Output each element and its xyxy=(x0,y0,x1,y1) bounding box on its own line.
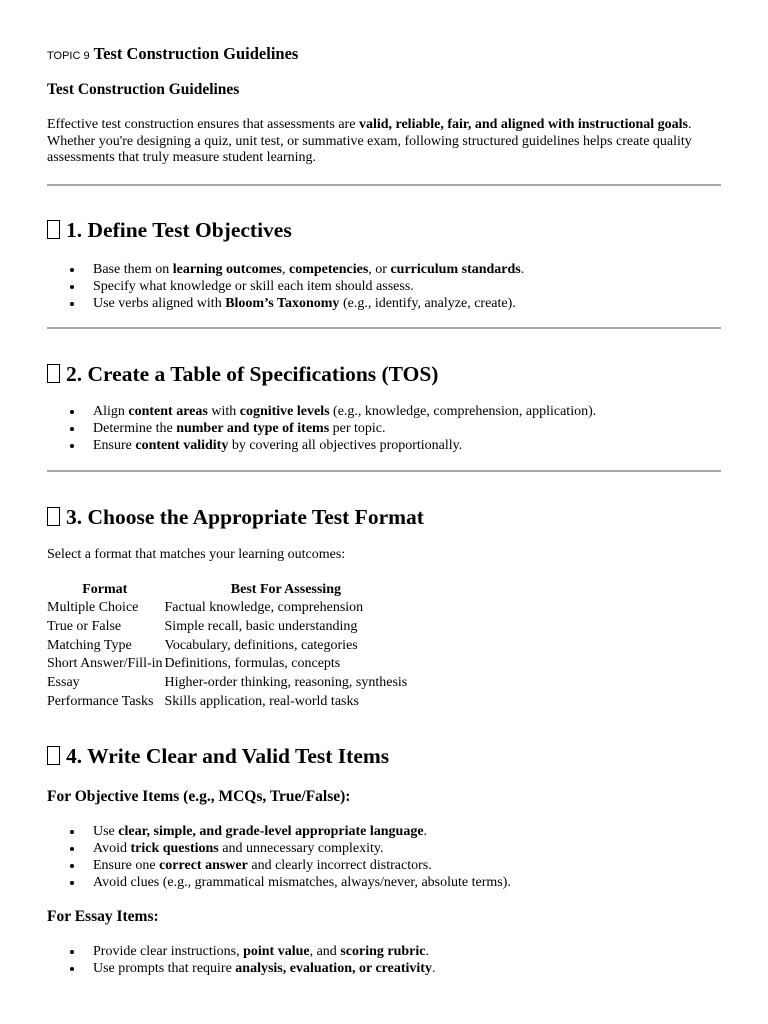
list-item: Ensure one correct answer and clearly incorrect distractors. xyxy=(47,857,511,874)
table-cell: Definitions, formulas, concepts xyxy=(164,656,341,672)
topic-tag: TOPIC 9 xyxy=(47,50,90,62)
format-table xyxy=(46,580,408,711)
missing-glyph-icon xyxy=(47,746,60,765)
missing-glyph-icon xyxy=(47,507,60,526)
table-cell: Multiple Choice xyxy=(47,600,139,616)
section-title-text: 1. Define Test Objectives xyxy=(66,218,292,242)
table-cell: True or False xyxy=(47,619,122,635)
table-cell: Short Answer/Fill-in xyxy=(47,656,163,672)
table-row xyxy=(46,599,408,618)
table-cell: Higher-order thinking, reasoning, synthesis xyxy=(164,675,408,691)
section-title-text: 3. Choose the Appropriate Test Format xyxy=(66,505,424,529)
section-title-tos xyxy=(47,362,438,387)
list-item: Determine the number and type of items per topic. xyxy=(47,420,596,437)
objectives-list xyxy=(47,261,524,312)
section-title-text: 2. Create a Table of Specifications (TOS) xyxy=(66,362,439,386)
divider xyxy=(47,327,721,329)
objective-items-list xyxy=(47,823,511,891)
essay-items-list xyxy=(47,943,435,977)
list-item: Base them on learning outcomes, competencies, or curriculum standards. xyxy=(47,261,524,278)
table-cell: Matching Type xyxy=(47,637,132,653)
missing-glyph-icon xyxy=(47,364,60,383)
column-header: Best For Assessing xyxy=(230,581,341,597)
page-header xyxy=(47,44,298,64)
list-item: Provide clear instructions, point value, and scoring rubric. xyxy=(47,943,435,960)
list-item: Ensure content validity by covering all objectives proportionally. xyxy=(47,437,596,454)
missing-glyph-icon xyxy=(47,220,60,239)
intro-text: Effective test construction ensures that assessments are xyxy=(47,117,359,132)
list-item: Avoid trick questions and unnecessary complexity. xyxy=(47,840,511,857)
table-row xyxy=(46,618,408,637)
list-item: Avoid clues (e.g., grammatical mismatches, always/never, absolute terms). xyxy=(47,874,511,891)
list-item: Use verbs aligned with Bloom’s Taxonomy (e.g., identify, analyze, create). xyxy=(47,295,524,312)
section-title-text: 4. Write Clear and Valid Test Items xyxy=(66,744,390,768)
table-cell: Vocabulary, definitions, categories xyxy=(164,637,358,653)
list-item: Specify what knowledge or skill each item should assess. xyxy=(47,278,524,295)
essay-items-heading: For Essay Items: xyxy=(47,908,159,925)
intro-text-cont: . Whether you're designing a quiz, unit test, or summative exam, following structured guidelines helps create quality assessments that truly measure student learning. xyxy=(47,117,692,165)
section-title-objectives xyxy=(47,218,292,243)
list-item: Use clear, simple, and grade-level appropriate language. xyxy=(47,823,511,840)
divider xyxy=(47,470,721,472)
divider xyxy=(47,184,721,186)
table-cell: Skills application, real-world tasks xyxy=(164,693,359,709)
format-lead: Select a format that matches your learning outcomes: xyxy=(47,547,346,562)
tos-list xyxy=(47,403,596,454)
list-item: Use prompts that require analysis, evaluation, or creativity. xyxy=(47,960,435,977)
objective-items-heading: For Objective Items (e.g., MCQs, True/False): xyxy=(47,788,351,805)
section-title-format xyxy=(47,505,424,530)
table-cell: Simple recall, basic understanding xyxy=(164,619,358,635)
list-item: Align content areas with cognitive levels (e.g., knowledge, comprehension, application). xyxy=(47,403,596,420)
table-cell: Essay xyxy=(47,675,80,691)
table-cell: Factual knowledge, comprehension xyxy=(164,600,364,616)
document-heading: Test Construction Guidelines xyxy=(47,81,240,98)
intro-emphasis: valid, reliable, fair, and aligned with instructional goals xyxy=(358,117,688,132)
intro-paragraph xyxy=(47,117,727,167)
table-row xyxy=(46,636,408,655)
table-row xyxy=(46,674,408,693)
section-title-test-items xyxy=(47,744,389,769)
table-row xyxy=(46,692,408,711)
table-row xyxy=(46,655,408,674)
page-title: Test Construction Guidelines xyxy=(93,44,299,63)
column-header: Format xyxy=(82,581,128,597)
table-header-row xyxy=(46,580,408,599)
table-cell: Performance Tasks xyxy=(47,693,154,709)
